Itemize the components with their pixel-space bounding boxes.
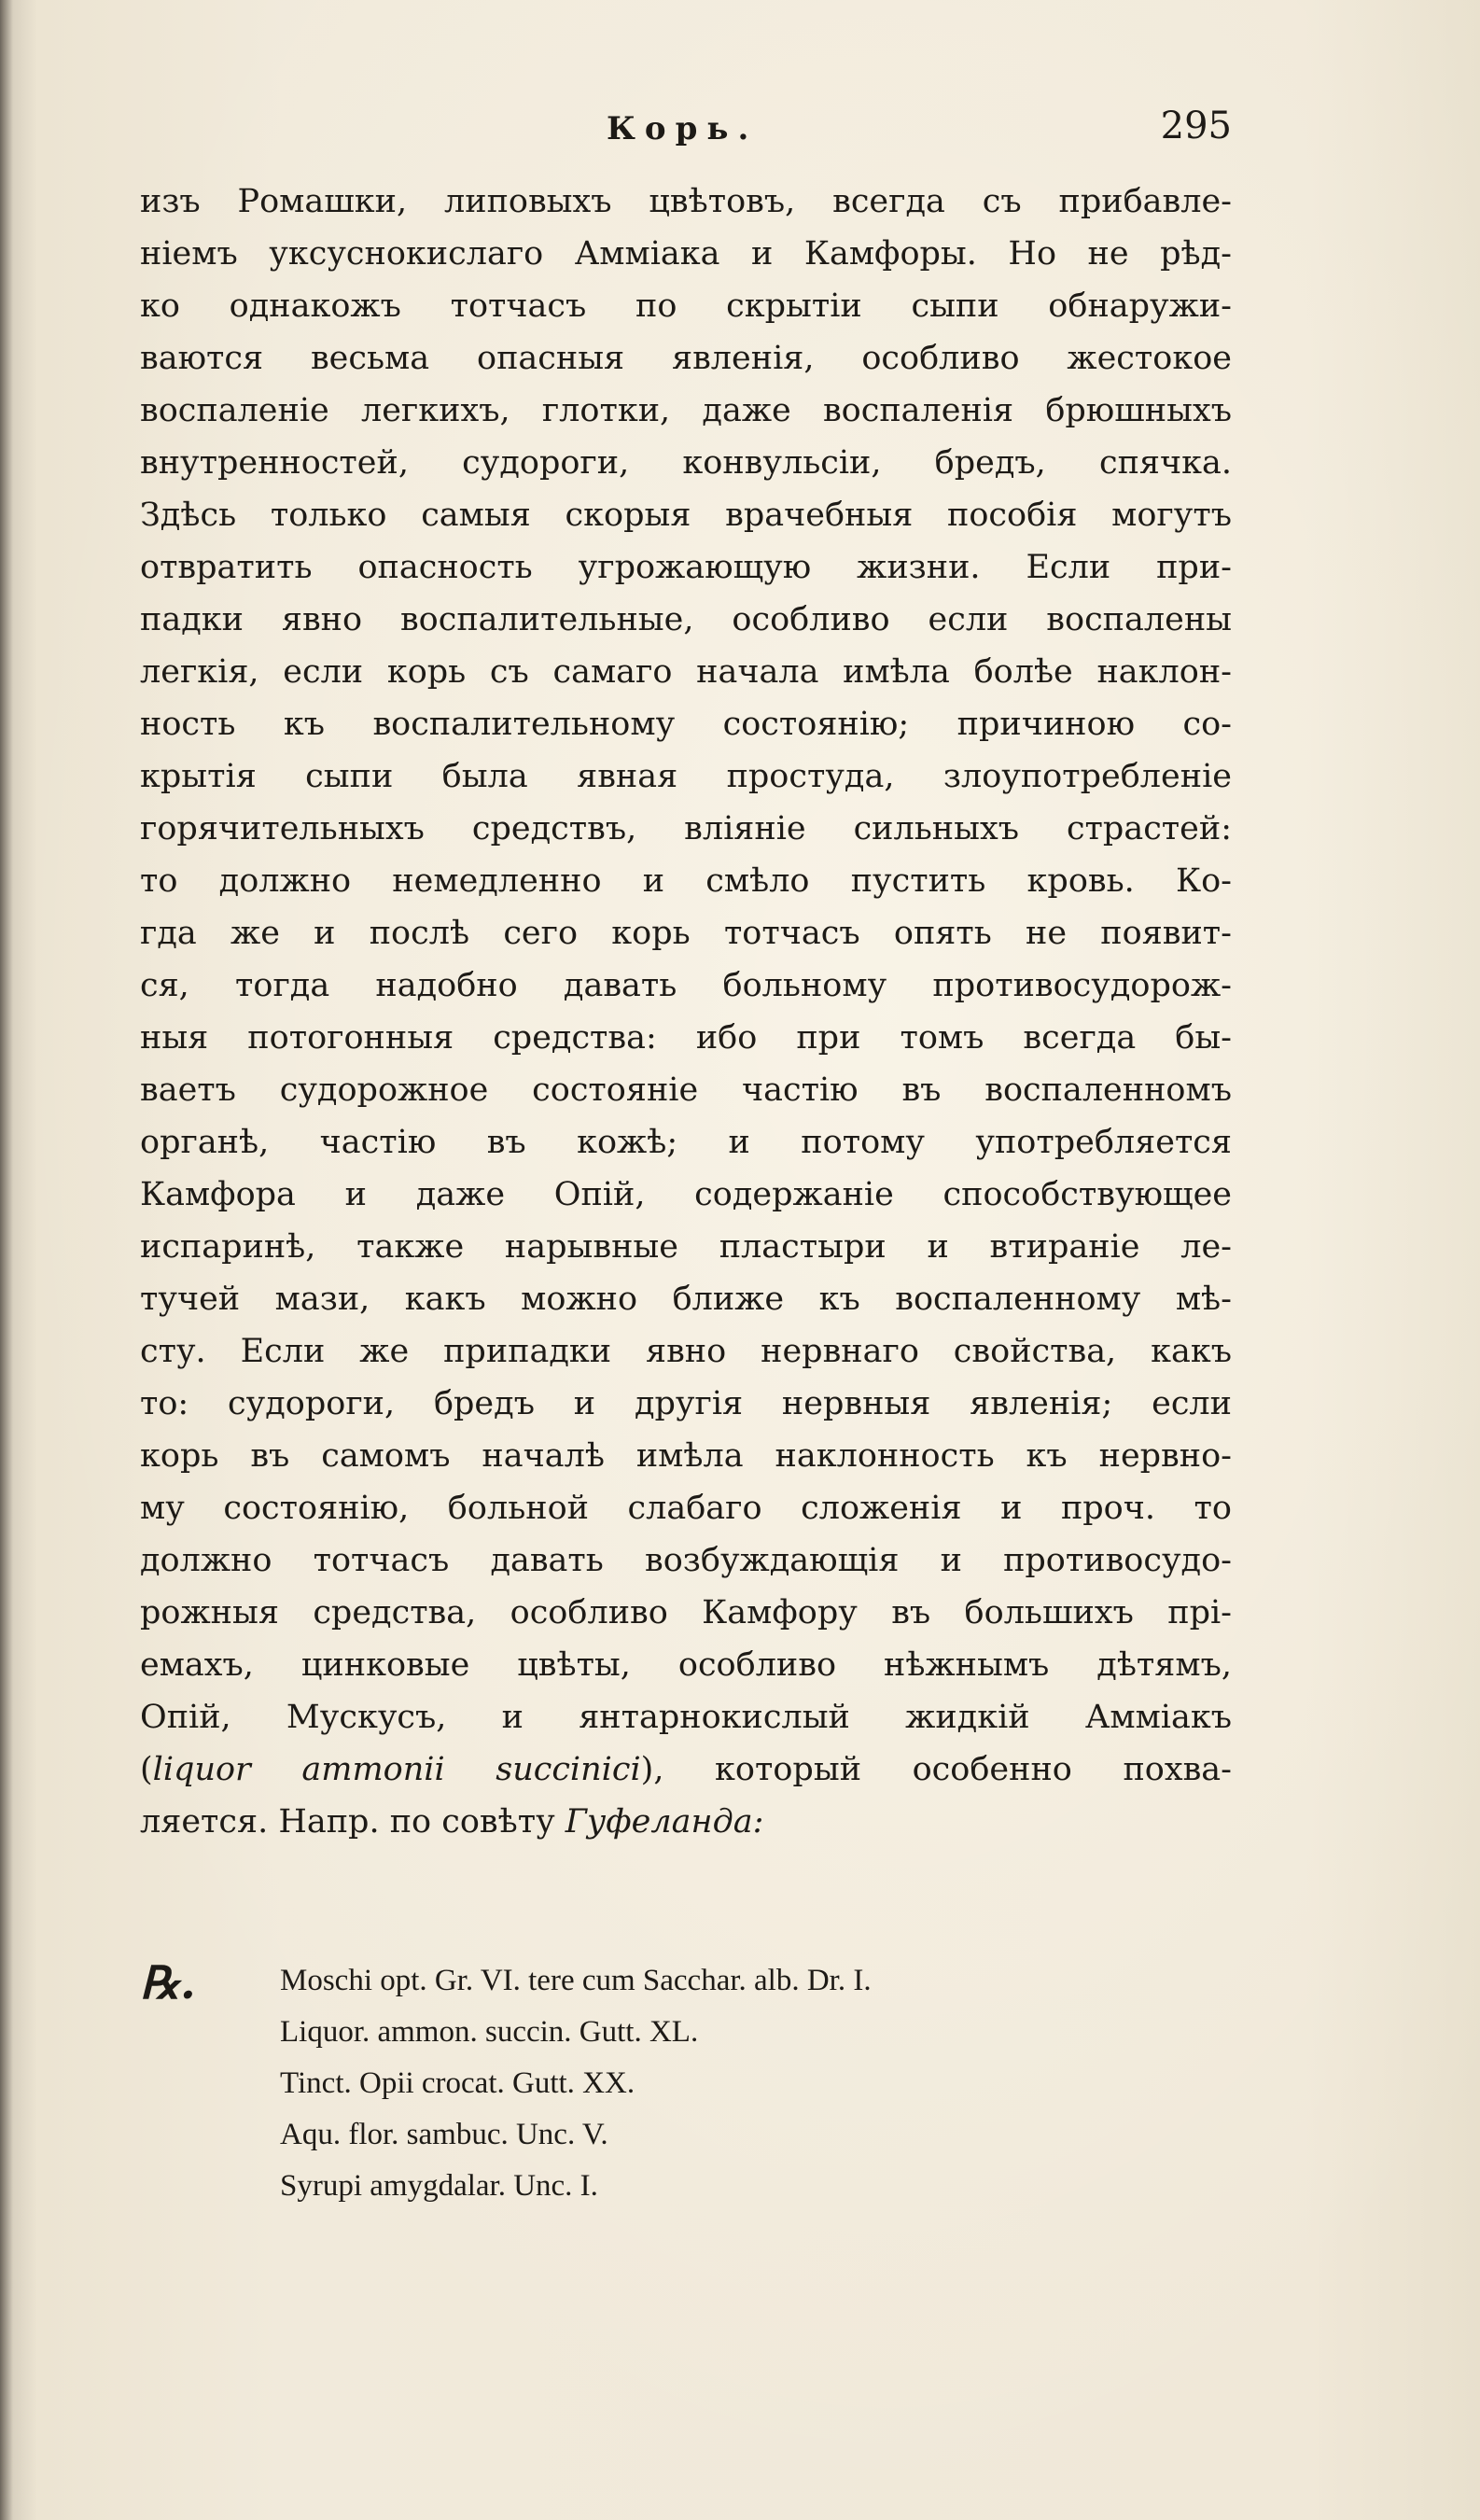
text-line: рожныя средства, особливо Камфору въ большихъ прі- (140, 1594, 1232, 1631)
page-number: 295 (1160, 105, 1232, 147)
text-line: то: судороги, бредъ и другія нервныя явленія; если (140, 1385, 1232, 1422)
text-line: отвратить опасность угрожающую жизни. Если при- (140, 549, 1232, 586)
text-line: емахъ, цинковые цвѣты, особливо нѣжнымъ дѣтямъ, (140, 1646, 1232, 1684)
prescription-line: Aqu. flor. sambuc. Unc. V. (280, 2118, 608, 2151)
text-line: горячительныхъ средствъ, вліяніе сильныхъ страстей: (140, 810, 1232, 847)
recipe-symbol: ℞. (140, 1957, 196, 2009)
text-line-citation (140, 1796, 1232, 1848)
open-paren: ( (140, 1751, 153, 1788)
text-line: то должно немедленно и смѣло пустить кровь. Ко- (140, 862, 1232, 900)
text-line-latin-term (140, 1743, 1232, 1796)
text-line: Камфора и даже Опій, содержаніе способствующее (140, 1176, 1232, 1213)
text-line: му состоянію, больной слабаго сложенія и проч. то (140, 1490, 1232, 1527)
prescription-line: Syrupi amygdalar. Unc. I. (280, 2169, 598, 2203)
text-line: ся, тогда надобно давать больному противосудорож- (140, 967, 1232, 1004)
text-line: органѣ, частію въ кожѣ; и потому употребляется (140, 1124, 1232, 1161)
text-line: падки явно воспалительные, особливо если воспалены (140, 601, 1232, 638)
text-line: ваетъ судорожное состояніе частію въ воспаленномъ (140, 1071, 1232, 1109)
text-line: Опій, Мускусъ, и янтарнокислый жидкій Аммiакъ (140, 1699, 1232, 1736)
text-line: изъ Ромашки, липовыхъ цвѣтовъ, всегда съ прибавле- (140, 183, 1232, 220)
text-line: ныя потогонныя средства: ибо при томъ всегда бы- (140, 1019, 1232, 1057)
prescription-line: Moschi opt. Gr. VI. tere cum Sacchar. alb. Dr. I. (280, 1964, 872, 1997)
text-line: сту. Если же припадки явно нервнаго свойства, какъ (140, 1333, 1232, 1370)
text-line: испаринѣ, также нарывные пластыри и втираніе ле- (140, 1228, 1232, 1266)
text-line: крытія сыпи была явная простуда, злоупотребленіе (140, 758, 1232, 795)
text-line: ность къ воспалительному состоянію; причиною со- (140, 706, 1232, 743)
prescription-lines (280, 1955, 933, 2212)
text-line: воспаленіе легкихъ, глотки, даже воспаленія брюшныхъ (140, 392, 1232, 429)
page-header (149, 105, 1232, 166)
text-line: гда же и послѣ сего корь тотчасъ опять не появит- (140, 915, 1232, 952)
text-line: должно тотчасъ давать возбуждающія и противосудо- (140, 1542, 1232, 1579)
citation-lead: ляется. Напр. по совѣту (140, 1803, 565, 1841)
text-line: внутренностей, судороги, конвульсіи, бредъ, спячка. (140, 444, 1232, 482)
prescription-line: Liquor. ammon. succin. Gutt. XL. (280, 2015, 699, 2049)
running-head: Корь. (607, 110, 759, 147)
text-line: ваются весьма опасныя явленія, особливо жестокое (140, 340, 1232, 377)
text-line: тучей мази, какъ можно ближе къ воспаленному мѣ- (140, 1281, 1232, 1318)
text-line: ніемъ уксуснокислаго Аммiака и Камфоры. Но не рѣд- (140, 235, 1232, 273)
text-line: легкія, если корь съ самаго начала имѣла болѣе наклон- (140, 653, 1232, 691)
text-line: ко однакожъ тотчасъ по скрытіи сыпи обнаружи- (140, 287, 1232, 325)
body-text (140, 175, 1232, 1848)
author-name: Гуфеланда: (565, 1803, 764, 1841)
latin-term: liquor ammonii succinici (152, 1751, 641, 1788)
prescription-line: Tinct. Opii crocat. Gutt. XX. (280, 2066, 635, 2100)
text-line: корь въ самомъ началѣ имѣла наклонность къ нервно- (140, 1437, 1232, 1475)
line-remainder: ), который особенно похва- (640, 1751, 1232, 1788)
text-line: Здѣсь только самыя скорыя врачебныя пособія могутъ (140, 497, 1232, 534)
